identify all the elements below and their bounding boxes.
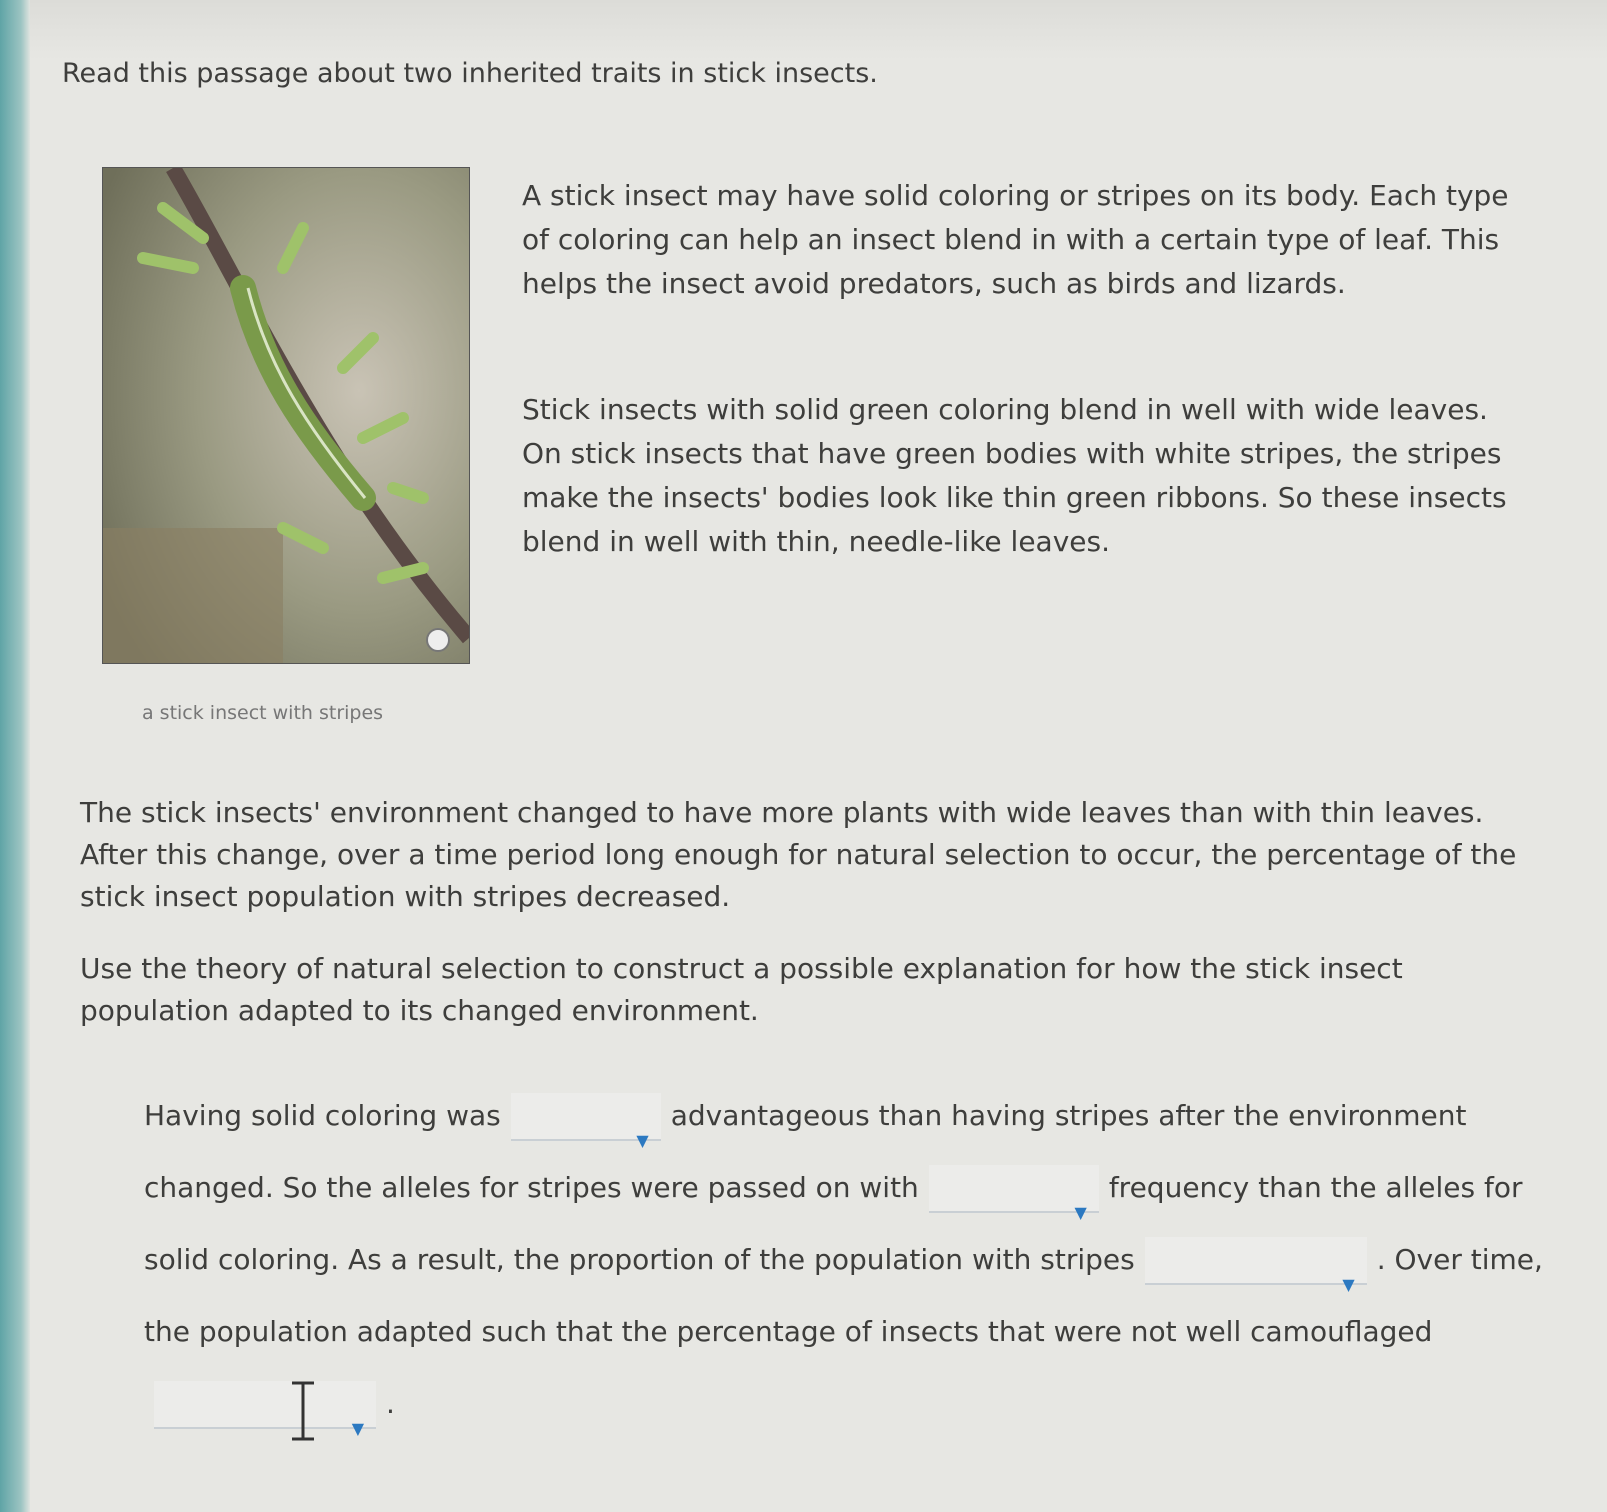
- left-edge-strip: [0, 0, 30, 1512]
- question-instruction: Use the theory of natural selection to construct a possible explanation for how the stick insect population adapted to its changed environment.: [80, 952, 1403, 1027]
- chevron-down-icon: ▼: [1342, 1275, 1355, 1294]
- fill-text-2: advantageous than having stripes after the environment changed. So the alleles for stripes were passed on with: [144, 1099, 1467, 1204]
- passage-paragraph-2: Stick insects with solid green coloring blend in well with wide leaves. On stick insects that have green bodies with white stripes, the stripes make the insects' bodies look like thin green ribbons. So these insects blend in well with thin, needle-like leaves.: [522, 393, 1507, 558]
- chevron-down-icon: ▼: [351, 1419, 364, 1438]
- passage-paragraph-1: A stick insect may have solid coloring or stripes on its body. Each type of coloring can help an insect blend in with a certain type of leaf. This helps the insect avoid predators, such as birds and lizards.: [522, 179, 1509, 300]
- fill-text-4: . Over time, the population adapted such that the percentage of insects that were not well camouflaged: [144, 1243, 1543, 1348]
- question-prompt: Read this passage about two inherited traits in stick insects.: [62, 58, 878, 89]
- chevron-down-icon: ▼: [1074, 1203, 1087, 1222]
- stick-insect-photo: [102, 167, 470, 664]
- dropdown-4[interactable]: [154, 1381, 376, 1438]
- fill-text-5: .: [386, 1387, 395, 1420]
- fill-text-1: Having solid coloring was: [144, 1099, 501, 1132]
- top-shade: [30, 0, 1607, 60]
- dropdown-3[interactable]: [1145, 1237, 1367, 1294]
- fill-in-sentence: [144, 1080, 1544, 1440]
- dropdown-2[interactable]: [929, 1165, 1099, 1222]
- image-caption: a stick insect with stripes: [142, 702, 384, 724]
- fill-text-3: frequency than the alleles for solid coloring. As a result, the proportion of the population with stripes: [144, 1171, 1523, 1276]
- chevron-down-icon: ▼: [636, 1131, 649, 1150]
- dropdown-1[interactable]: [511, 1093, 661, 1150]
- passage-paragraph-3: The stick insects' environment changed to have more plants with wide leaves than with thin leaves. After this change, over a time period long enough for natural selection to occur, the percentage of the stick insect population with stripes decreased.: [80, 796, 1517, 913]
- text-cursor-icon: [288, 1380, 318, 1442]
